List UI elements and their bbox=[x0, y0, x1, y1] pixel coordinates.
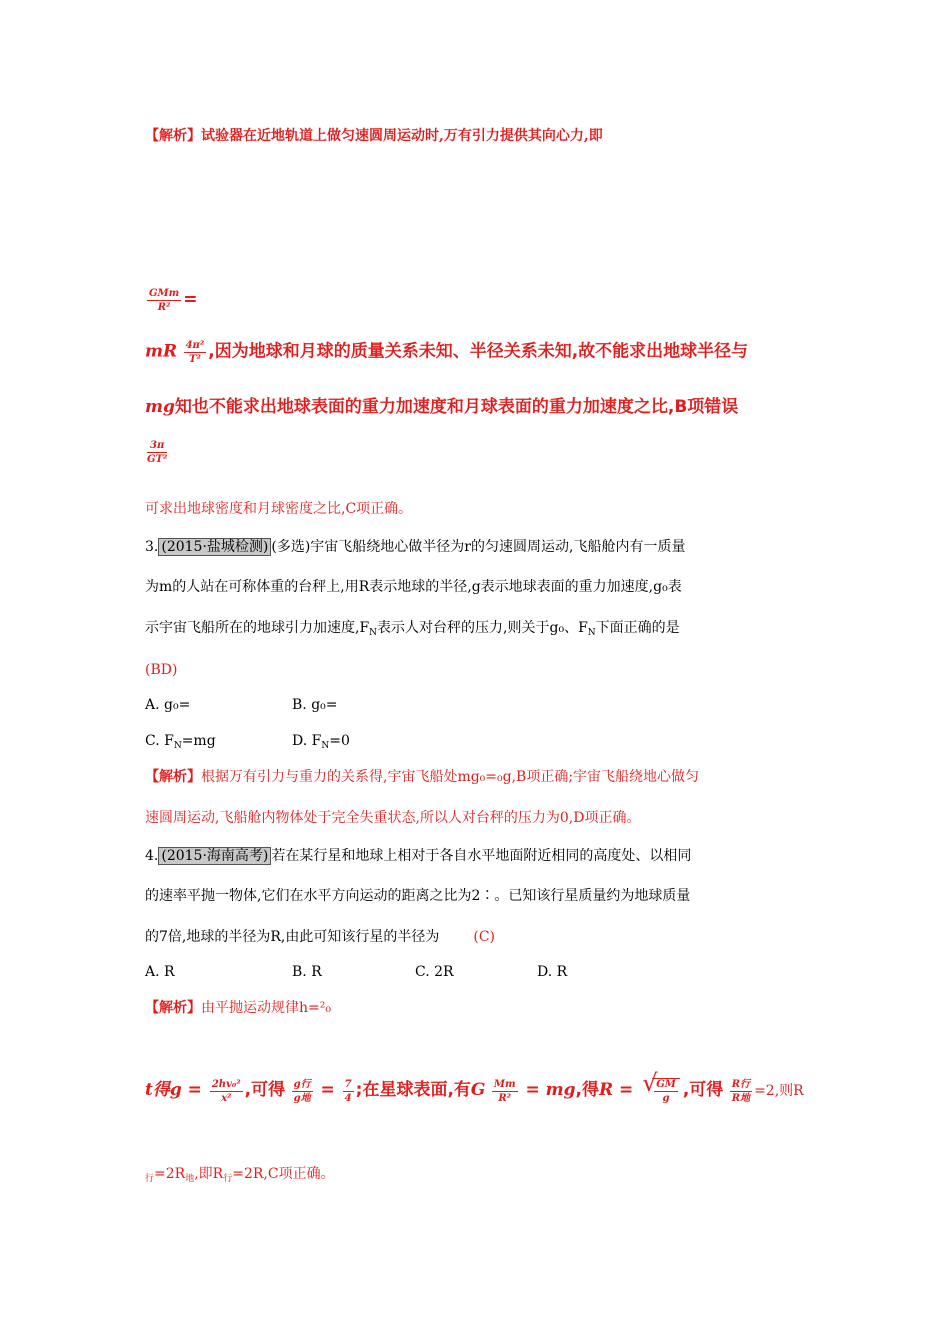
formula-3pi bbox=[145, 440, 169, 465]
q3-analysis-1: 【解析】根据万有引力与重力的关系得,宇宙飞船处mg₀=₀g,B项正确;宇宙飞船绕地心做匀 bbox=[145, 769, 700, 785]
q4-line-1: 4. (2015·海南高考) 若在某行星和地球上相对于各自水平地面附近相同的高度处、以相同 bbox=[145, 848, 692, 864]
fraction-mm-r2: $\frac{Mm}{\text{R²}}$ bbox=[493, 1078, 516, 1104]
q4-option-d: D. R bbox=[537, 964, 568, 980]
analysis-line-1 bbox=[145, 127, 603, 145]
analysis-tag: 【解析】 bbox=[145, 1000, 201, 1016]
q3-line-2: 为m的人站在可称体重的台秤上,用R表示地球的半径,g表示地球表面的重力加速度,g₀表 bbox=[145, 579, 682, 595]
q3-option-a: A. g₀= bbox=[145, 697, 191, 713]
q4-analysis-3: $_行=2R_地$,即$R_行=2R,C$项正确。 bbox=[145, 1166, 335, 1184]
q3-line-3: 示宇宙飞船所在的地球引力加速度$,F_N$表示人对台秤的压力,则关于g₀、$F_N$下面正确的是 bbox=[145, 620, 680, 638]
fraction-gmm-r2: $\frac{\text{GMm}}{\text{R²}}$ bbox=[149, 288, 180, 313]
q4-line-2: 的速率平抛一物体,它们在水平方向运动的距离之比为2∶。已知该行星质量约为地球质量 bbox=[145, 888, 691, 904]
sqrt-gm-g: √ $\frac{GM}{g}$ bbox=[642, 1078, 680, 1104]
analysis-tag: 【解析】 bbox=[145, 769, 201, 785]
q3-analysis-2: 速圆周运动,飞船舱内物体处于完全失重状态,所以人对台秤的压力为0,D项正确。 bbox=[145, 810, 641, 826]
q4-source: (2015·海南高考) bbox=[158, 847, 271, 865]
fraction-2hv0-x2: $\frac{\text{2hv₀²}}{\text{x²}}$ bbox=[211, 1078, 241, 1104]
analysis-tag: 【解析】 bbox=[145, 128, 201, 144]
q3-line-1: 3. (2015·盐城检测) (多选)宇宙飞船绕地心做半径为r的匀速圆周运动,飞船舱内有一质量 bbox=[145, 539, 686, 555]
q4-option-b: B. R bbox=[292, 964, 322, 980]
q3-option-c: C. $F_N=mg$ bbox=[145, 733, 216, 751]
q4-line-3: 的7倍,地球的半径为R,由此可知该行星的半径为 (C) bbox=[145, 929, 495, 945]
q3-option-d: D. $F_N=0$ bbox=[292, 733, 350, 751]
fraction-3pi-gt2: $\frac{3\pi}{\text{GT²}}$ bbox=[147, 440, 168, 465]
analysis-text: 试验器在近地轨道上做匀速圆周运动时,万有引力提供其向心力,即 bbox=[201, 128, 603, 144]
q4-answer: (C) bbox=[473, 929, 495, 945]
q4-analysis-1: 【解析】由平抛运动规律h=²₀ bbox=[145, 1000, 331, 1016]
q3-source: (2015·盐城检测) bbox=[158, 538, 271, 556]
analysis-line-2: mR $\frac{\text{4π²}}{\text{T²}}$ ,因为地球和月球的质量关系未知、半径关系未知,故不能求出地球半径与 bbox=[145, 340, 749, 365]
q3-option-b: B. g₀= bbox=[292, 697, 338, 713]
fraction-4pi2-t2: $\frac{\text{4π²}}{\text{T²}}$ bbox=[185, 340, 205, 365]
fraction-7-4: $\frac{7}{4}$ bbox=[344, 1078, 352, 1104]
fraction-r-ratio: $\frac{\text{R行}}{\text{R地}}$ bbox=[731, 1078, 751, 1104]
fraction-g-ratio: $\frac{\text{g行}}{\text{g地}}$ bbox=[293, 1078, 311, 1104]
q4-analysis-2: t得g = $\frac{\text{2hv₀²}}{\text{x²}}$ ,可得 $\frac{\text{g行}}{\text{g地}}$ = $\frac{7}{4}$ ;在星球表面,有G $\frac{Mm}{\text{R²}}$ = mg,得R = √ $\frac{GM}{g}$ ,可得 $\frac{\text{R行}}{\text{R地}}$ =2,则R bbox=[145, 1069, 804, 1104]
q3-answer: (BD) bbox=[145, 662, 178, 678]
analysis-line-4: 可求出地球密度和月球密度之比,C项正确。 bbox=[145, 501, 413, 517]
q4-option-c: C. 2R bbox=[415, 964, 454, 980]
formula-gmm: $\frac{\text{GMm}}{\text{R²}}$ = bbox=[149, 288, 198, 313]
analysis-line-3: mg知也不能求出地球表面的重力加速度和月球表面的重力加速度之比,B项错误 bbox=[145, 397, 739, 417]
q4-option-a: A. R bbox=[145, 964, 175, 980]
